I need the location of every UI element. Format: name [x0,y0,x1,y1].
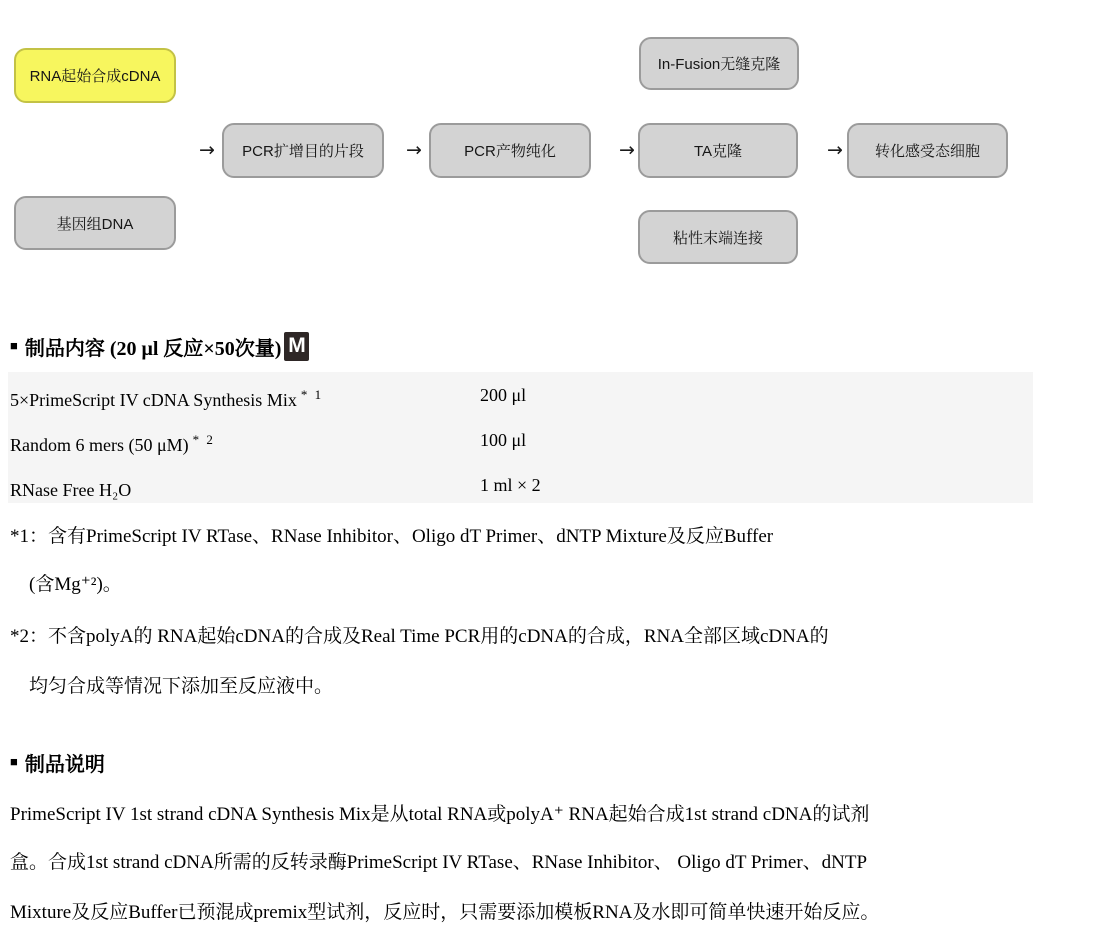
flow-box-sticky-end [638,210,798,264]
footnote-2-line-1: *2：不含polyA的 RNA起始cDNA的合成及Real Time PCR用的cDNA的合成，RNA全部区域cDNA的 [10,626,829,647]
component-name: 5×PrimeScript IV cDNA Synthesis Mix $^{* 1}$ [10,387,324,410]
flow-box-rna-start-label: RNA起始合成cDNA [29,68,161,85]
component-amount: 200 μl [480,385,527,405]
flow-box-transform-label: 转化感受态细胞 [874,143,980,160]
contents-section-title: 制品内容 (20 μl 反应×50次量) [24,337,282,360]
section-bullet-icon: ■ [10,338,18,353]
flow-box-ta-clone [638,123,798,178]
flow-box-infusion [639,37,799,90]
flow-box-ta-clone-label: TA克隆 [693,143,743,160]
flow-box-pcr-amplify [222,123,384,178]
flow-arrow-3: → [619,139,635,161]
flow-box-pcr-purify [429,123,591,178]
footnote-marker: * 2 [192,432,215,447]
flow-box-pcr-purify-label: PCR产物纯化 [464,143,556,160]
component-name: RNase Free H₂O [10,480,132,500]
flow-box-rna-start [14,48,176,103]
flow-box-genomic-dna [14,196,176,250]
footnote-1-line-2: (含Mg⁺²)。 [29,574,122,595]
table-row [8,380,1033,410]
footnote-2-line-2: 均匀合成等情况下添加至反应液中。 [29,676,334,697]
component-amount: 100 μl [480,430,527,450]
table-row [8,470,1033,500]
flow-box-pcr-amplify-label: PCR扩增目的片段 [242,143,364,160]
flow-arrow-1: → [199,139,215,161]
flow-arrow-2: → [406,139,422,161]
flow-box-genomic-dna-label: 基因组DNA [56,215,134,233]
contents-section-header [10,331,309,361]
description-section-title: 制品说明 [24,753,105,776]
section-bullet-icon: ■ [10,754,18,769]
table-row [8,425,1033,455]
flow-box-sticky-end-label: 粘性末端连接 [672,229,763,247]
component-name: Random 6 mers (50 μM) $^{* 2}$ [10,432,215,455]
description-line-3: Mixture及反应Buffer已预混成premix型试剂，反应时，只需要添加模板RNA及水即可简单快速开始反应。 [10,902,880,923]
component-amount: 1 ml × 2 [480,475,541,495]
flow-box-infusion-label: In-Fusion无缝克隆 [657,56,781,73]
contents-table [8,372,1033,503]
description-section-header [10,747,105,777]
flow-box-transform [847,123,1008,178]
flow-arrow-4: → [827,139,843,161]
footnote-marker: * 1 [300,387,324,402]
m-badge-icon: M [284,332,309,361]
description-line-1: PrimeScript IV 1st strand cDNA Synthesis Mix是从total RNA或polyA⁺ RNA起始合成1st strand cDNA的试剂 [10,804,870,825]
description-line-2: 盒。合成1st strand cDNA所需的反转录酶PrimeScript IV RTase、RNase Inhibitor、 Oligo dT Primer、dNTP [10,852,868,873]
footnote-1-line-1: *1：含有PrimeScript IV RTase、RNase Inhibitor、Oligo dT Primer、dNTP Mixture及反应Buffer [10,526,774,547]
